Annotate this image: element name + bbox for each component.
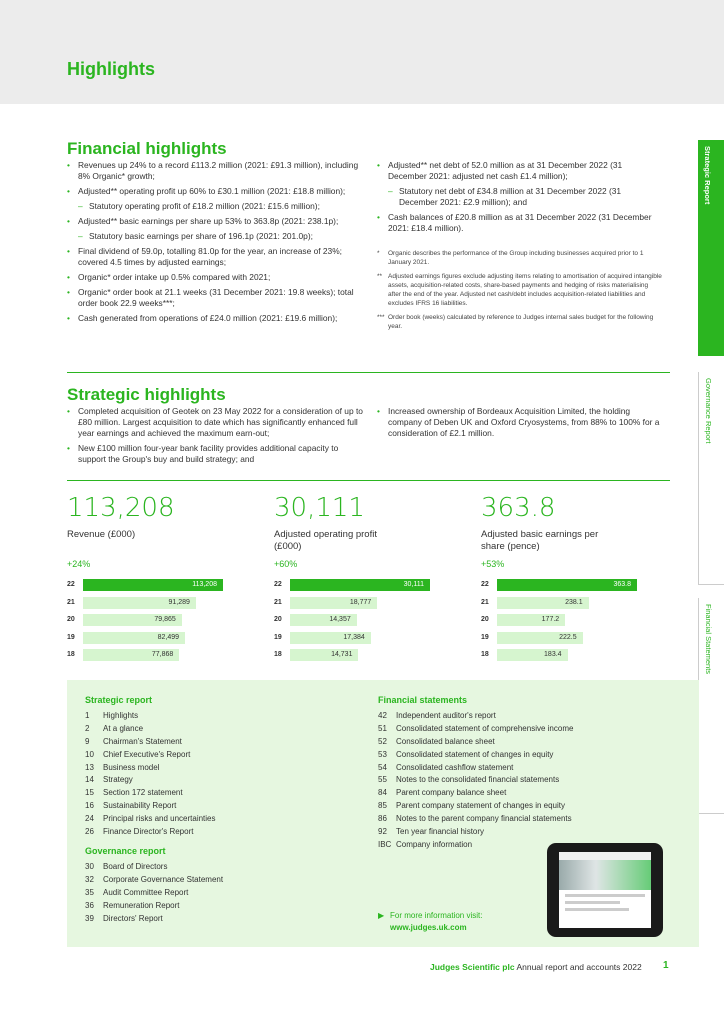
contents-item-label: Audit Committee Report: [103, 887, 189, 897]
footer-doc: Annual report and accounts 2022: [514, 962, 642, 972]
contents-page-number: 14: [85, 775, 94, 785]
footnote: ** Adjusted earnings figures exclude adjusting items relating to amortisation of acquired intangible assets, acquisition-related costs, share-based payments and hedging of risks materialising after the end of the year. Adjusted net cash/debt includes acquisition-related liabilities and excludes IFRS 16 liabilities.: [377, 273, 662, 307]
bar-year: 20: [274, 616, 282, 623]
contents-page-number: 52: [378, 736, 387, 746]
contents-item-label: Consolidated balance sheet: [396, 736, 495, 746]
contents-heading: Strategic report: [85, 695, 153, 705]
contents-item-label: Parent company statement of changes in equity: [396, 801, 565, 811]
contents-item[interactable]: [85, 710, 365, 723]
kpi-label: Adjusted basic earnings per share (pence): [481, 529, 599, 552]
financial-highlights-right: [377, 160, 662, 238]
contents-page-number: 39: [85, 913, 94, 923]
contents-page-number: 51: [378, 723, 387, 733]
contents-item[interactable]: [85, 900, 365, 913]
divider: [67, 480, 670, 481]
contents-page-number: 24: [85, 814, 94, 824]
bar: 14,731: [290, 649, 358, 661]
contents-item-label: Company information: [396, 839, 473, 849]
contents-strategic: [85, 694, 365, 925]
bar-row: [481, 579, 637, 591]
bar-year: 20: [481, 616, 489, 623]
website-link[interactable]: www.judges.uk.com: [390, 923, 467, 932]
tab-strategic-report[interactable]: [698, 140, 724, 356]
footnote: * Organic describes the performance of the Group including businesses acquired prior to 1 January 2021.: [377, 250, 644, 266]
bar-year: 18: [67, 651, 75, 658]
footer: [430, 962, 642, 972]
bar: 18,777: [290, 597, 377, 609]
bar: 77,868: [83, 649, 179, 661]
contents-page-number: 35: [85, 887, 94, 897]
bar-row: [274, 579, 430, 591]
contents-heading: Governance report: [85, 845, 166, 856]
bullet-item: – Statutory operating profit of £18.2 million (2021: £15.6 million);: [67, 201, 367, 212]
bar-row: [67, 579, 223, 591]
header-banner: [0, 0, 724, 104]
kpi-label: Adjusted operating profit (£000): [274, 529, 377, 552]
footer-company: Judges Scientific plc: [430, 962, 515, 972]
contents-page-number: 55: [378, 775, 387, 785]
contents-item-label: Strategy: [103, 775, 133, 785]
contents-item-label: Notes to the consolidated financial statements: [396, 775, 560, 785]
bullet-item: • Cash generated from operations of £24.0 million (2021: £19.6 million);: [67, 313, 367, 324]
bar-row: [481, 614, 637, 626]
bar: 363.8: [497, 579, 637, 591]
divider: [67, 372, 670, 373]
contents-item[interactable]: [378, 774, 678, 787]
contents-page-number: 54: [378, 762, 387, 772]
bullet-item: • Completed acquisition of Geotek on 23 May 2022 for a consideration of up to £80 million. Largest acquisition to date which has significantly enhanced full year earnings and achieved the maximum earn-out;: [67, 406, 367, 439]
contents-item-label: At a glance: [103, 723, 144, 733]
bar: 238.1: [497, 597, 589, 609]
bullet-item: • Adjusted** net debt of 52.0 million as at 31 December 2022 (31 December 2021: adjusted net cash £1.4 million);: [377, 160, 662, 182]
bar-year: 19: [67, 633, 75, 641]
bar-year: 22: [67, 581, 75, 588]
contents-page-number: 32: [85, 874, 94, 884]
bar-year: 20: [67, 616, 75, 623]
bar-row: [67, 614, 223, 626]
contents-page-number: 16: [85, 801, 94, 811]
contents-item-label: Consolidated statement of changes in equity: [396, 749, 554, 759]
bar-year: 21: [67, 598, 75, 606]
contents-item-label: Section 172 statement: [103, 788, 183, 798]
contents-item-label: Chief Executive's Report: [103, 749, 191, 759]
bar-row: [67, 632, 223, 644]
bar: 30,111: [290, 579, 430, 591]
contents-item[interactable]: [85, 826, 365, 839]
bar-row: [274, 614, 430, 626]
contents-item[interactable]: [85, 800, 365, 813]
tab-financial-statements[interactable]: [698, 598, 724, 814]
contents-page-number: 92: [378, 827, 387, 837]
contents-item[interactable]: [85, 913, 365, 926]
tab-governance-report[interactable]: [698, 372, 724, 585]
contents-item[interactable]: [378, 762, 678, 775]
contents-item-label: Business model: [103, 762, 160, 772]
bar: 14,357: [290, 614, 357, 626]
contents-item[interactable]: [85, 874, 365, 887]
contents-item-label: Consolidated cashflow statement: [396, 762, 514, 772]
bullet-item: • Organic* order intake up 0.5% compared with 2021;: [67, 272, 367, 283]
contents-item[interactable]: [85, 787, 365, 800]
contents-item[interactable]: [378, 749, 678, 762]
bar-row: [67, 597, 223, 609]
contents-item-label: Independent auditor's report: [396, 710, 496, 720]
more-info-text: ▶ For more information visit:: [378, 910, 482, 922]
contents-item-label: Directors' Report: [103, 913, 163, 923]
contents-page-number: 26: [85, 827, 94, 837]
contents-page-number: 2: [85, 723, 90, 733]
bar-row: [481, 649, 637, 661]
kpi-change: +24%: [67, 559, 91, 569]
kpi-change: +53%: [481, 559, 505, 569]
contents-item[interactable]: [85, 887, 365, 900]
contents-item[interactable]: [85, 762, 365, 775]
contents-page-number: 86: [378, 814, 387, 824]
contents-page-number: 30: [85, 861, 94, 871]
bar-year: 19: [481, 633, 489, 641]
contents-item[interactable]: [378, 813, 678, 826]
contents-page-number: 84: [378, 788, 387, 798]
bullet-item: • New £100 million four-year bank facility provides additional capacity to support the Group's buy and build strategy; and: [67, 443, 367, 465]
contents-item-label: Ten year financial history: [396, 827, 485, 837]
contents-page-number: 53: [378, 749, 387, 759]
contents-item-label: Parent company balance sheet: [396, 788, 507, 798]
financial-highlights-title: Financial highlights: [67, 139, 227, 158]
kpi-change: +60%: [274, 559, 298, 569]
contents-item-label: Chairman's Statement: [103, 736, 182, 746]
bar-year: 21: [274, 598, 282, 606]
bar-year: 21: [481, 598, 489, 606]
bar: 82,499: [83, 632, 185, 644]
bar-year: 18: [274, 651, 282, 658]
contents-page-number: 1: [85, 710, 90, 720]
bar: 222.5: [497, 632, 583, 644]
tab-label: Governance Report: [704, 378, 713, 444]
tablet-image: [547, 843, 663, 937]
contents-item[interactable]: [85, 749, 365, 762]
contents-item[interactable]: [85, 813, 365, 826]
bar-row: [274, 597, 430, 609]
bar-year: 18: [481, 651, 489, 658]
footnotes: [377, 249, 662, 336]
contents-item[interactable]: [378, 736, 678, 749]
contents-page-number: 15: [85, 788, 94, 798]
contents-page-number: 42: [378, 710, 387, 720]
bullet-item: • Increased ownership of Bordeaux Acquisition Limited, the holding company of Deben UK and Oxford Cryosystems, from 88% to 100% for a consideration of £2.1 million.: [377, 406, 662, 439]
page-title: Highlights: [67, 59, 155, 79]
contents-heading: Financial statements: [378, 695, 468, 705]
contents-item[interactable]: [85, 736, 365, 749]
contents-page-number: 85: [378, 801, 387, 811]
financial-highlights-left: [67, 160, 367, 328]
bar-row: [274, 632, 430, 644]
bullet-item: • Adjusted** operating profit up 60% to £30.1 million (2021: £18.8 million);: [67, 186, 367, 197]
contents-page-number: 13: [85, 762, 94, 772]
contents-page-number: 10: [85, 749, 94, 759]
strategic-highlights-left: [67, 406, 367, 469]
contents-item-label: Highlights: [103, 710, 139, 720]
more-info: [378, 910, 482, 934]
bar: 113,208: [83, 579, 223, 591]
bar: 17,384: [290, 632, 371, 644]
kpi-label: Revenue (£000): [67, 529, 136, 540]
contents-item[interactable]: [378, 800, 678, 813]
strategic-highlights-right: [377, 406, 662, 443]
contents-item-label: Remuneration Report: [103, 900, 180, 910]
contents-page-number: 36: [85, 900, 94, 910]
contents-item[interactable]: [378, 826, 678, 839]
contents-item[interactable]: [378, 723, 678, 736]
contents-item[interactable]: [85, 861, 365, 874]
contents-item-label: Finance Director's Report: [103, 827, 194, 837]
contents-item-label: Sustainability Report: [103, 801, 177, 811]
page-number: 1: [663, 960, 669, 971]
bar-year: 22: [481, 581, 489, 588]
bar: 177.2: [497, 614, 565, 626]
bullet-item: • Organic* order book at 21.1 weeks (31 December 2021: 19.8 weeks); total order book 22.9 weeks***;: [67, 287, 367, 309]
bar-year: 19: [274, 633, 282, 641]
contents-item-label: Notes to the parent company financial statements: [396, 814, 572, 824]
contents-item[interactable]: [378, 710, 678, 723]
contents-item[interactable]: [378, 787, 678, 800]
contents-financial: [378, 694, 678, 852]
bar: 91,289: [83, 597, 196, 609]
bar-row: [67, 649, 223, 661]
kpi-value: 113,208: [67, 493, 175, 523]
bar-row: [481, 632, 637, 644]
contents-item[interactable]: [85, 774, 365, 787]
contents-page-number: IBC: [378, 839, 392, 849]
contents-item-label: Consolidated statement of comprehensive income: [396, 723, 574, 733]
bullet-item: • Final dividend of 59.0p, totalling 81.0p for the year, an increase of 23%; covered 4.5 times by adjusted earnings;: [67, 246, 367, 268]
bar: 79,865: [83, 614, 182, 626]
bullet-item: • Adjusted** basic earnings per share up 53% to 363.8p (2021: 238.1p);: [67, 216, 367, 227]
bullet-item: • Cash balances of £20.8 million as at 31 December 2022 (31 December 2021: £18.4 million).: [377, 212, 662, 234]
bar-year: 22: [274, 581, 282, 588]
contents-item-label: Corporate Governance Statement: [103, 874, 224, 884]
strategic-highlights-title: Strategic highlights: [67, 385, 226, 404]
tab-label: Strategic Report: [703, 146, 712, 205]
contents-item-label: Principal risks and uncertainties: [103, 814, 216, 824]
kpi-value: 30,111: [274, 493, 365, 523]
bullet-item: • Revenues up 24% to a record £113.2 million (2021: £91.3 million), including 8% Organic* growth;: [67, 160, 367, 182]
contents-page-number: 9: [85, 736, 90, 746]
footnote: *** Order book (weeks) calculated by reference to Judges internal sales budget for the following year.: [377, 314, 654, 330]
bar-row: [481, 597, 637, 609]
contents-item-label: Board of Directors: [103, 861, 168, 871]
bullet-item: – Statutory net debt of £34.8 million at 31 December 2022 (31 December 2021: £2.9 million); and: [377, 186, 662, 208]
contents-item[interactable]: [85, 723, 365, 736]
tab-label: Financial Statements: [704, 604, 713, 675]
bar-row: [274, 649, 430, 661]
bar: 183.4: [497, 649, 568, 661]
kpi-value: 363.8: [481, 493, 556, 523]
bullet-item: – Statutory basic earnings per share of 196.1p (2021: 201.0p);: [67, 231, 367, 242]
